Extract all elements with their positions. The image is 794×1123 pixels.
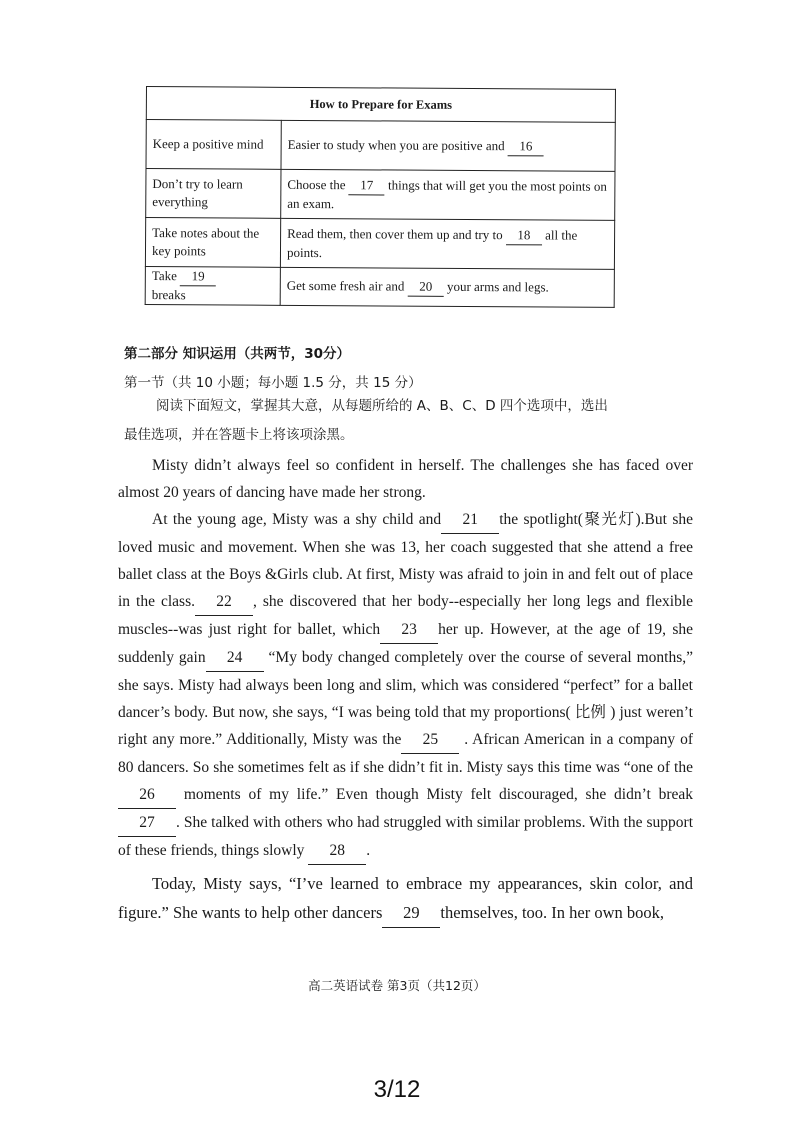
page-footer: 高二英语试卷 第3页（共12页） — [308, 978, 486, 993]
table-row — [146, 120, 615, 172]
section-title: 第二部分 知识运用（共两节，30分） — [124, 346, 350, 362]
instruction-line-2: 最佳选项，并在答题卡上将该项涂黑。 — [124, 427, 354, 443]
blank-17: 17 — [349, 176, 385, 195]
table-cell-right — [281, 120, 615, 171]
table-row — [145, 218, 614, 270]
table-title: How to Prepare for Exams — [146, 87, 615, 123]
blank-24: 24 — [206, 644, 264, 672]
table-cell-right — [280, 218, 614, 269]
blank-26: 26 — [118, 781, 176, 809]
paragraph-3 — [118, 869, 693, 928]
cell-text: Read them, then cover them up and try to — [287, 225, 503, 242]
blank-27: 27 — [118, 809, 176, 837]
table-cell-left: Take notes about the key points — [145, 218, 280, 268]
cell-text: breaks — [151, 287, 186, 303]
passage-text: “My body changed completely over the course of several months,” she says. Misty had always been long and slim, which was considered “perfect” for a ballet dancer’s body. But now, she says, “I was being told that my proportions( 比例 ) just weren’t right any more.” Additionally, Misty was the — [118, 649, 694, 748]
cell-text: all the points. — [286, 226, 578, 260]
table-cell-left — [145, 266, 280, 305]
blank-21: 21 — [441, 506, 499, 534]
passage-text: At the young age, Misty was a shy child and — [152, 511, 442, 528]
blank-28: 28 — [308, 837, 366, 865]
passage-text: moments of my life.” Even though Misty felt discouraged, she didn’t break — [183, 786, 693, 803]
blank-29: 29 — [382, 898, 440, 928]
cell-text: things that will get you the most points on an exam. — [287, 176, 607, 211]
exam-prep-table — [145, 86, 616, 308]
table-cell-left: Don’t try to learn everything — [146, 169, 281, 219]
passage — [118, 452, 693, 928]
blank-18: 18 — [506, 226, 542, 245]
passage-text: themselves, too. In her own book, — [440, 903, 665, 922]
table-row — [145, 266, 614, 307]
paragraph-2 — [118, 506, 693, 865]
passage-text: . She talked with others who had struggled with similar problems. With the support of these friends, things slowly — [118, 814, 693, 859]
blank-19: 19 — [180, 267, 216, 286]
page-number: 3/12 — [373, 1076, 421, 1103]
table-cell-right — [281, 169, 615, 220]
instruction-line-1: 阅读下面短文，掌握其大意，从每题所给的 A、B、C、D 四个选项中，选出 — [156, 398, 608, 414]
blank-23: 23 — [380, 616, 438, 644]
passage-text: Today, Misty says, “I’ve learned to embrace my appearances, skin color, and figure.” She wants to help other dancers — [118, 874, 693, 922]
blank-25: 25 — [401, 726, 459, 754]
table-row — [146, 169, 615, 221]
blank-22: 22 — [195, 588, 253, 616]
blank-16: 16 — [508, 137, 544, 156]
passage-text: her up. However, at the age of 19, she suddenly gain — [118, 621, 693, 666]
cell-text: your arms and legs. — [446, 278, 549, 295]
cell-text: Get some fresh air and — [286, 277, 405, 294]
cell-text: Easier to study when you are positive and — [287, 136, 505, 153]
cell-text: Take — [151, 268, 177, 284]
section-subtitle: 第一节（共 10 小题；每小题 1.5 分，共 15 分） — [124, 375, 422, 391]
table-cell-left: Keep a positive mind — [146, 120, 281, 170]
blank-20: 20 — [408, 278, 444, 297]
paragraph-1: Misty didn’t always feel so confident in herself. The challenges she has faced over almost 20 years of dancing have made her strong. — [118, 457, 693, 501]
passage-text: . African American in a company of 80 dancers. So she sometimes felt as if she didn’t fit in. Misty says this time was “one of the — [118, 731, 693, 776]
passage-text: the spotlight(聚光灯).But she loved music and movement. When she was 13, her coach suggested that she attend a free ballet class at the Boys &Girls club. At first, Misty was afraid to join in and felt out of place in the class. — [118, 511, 693, 610]
passage-text: , she discovered that her body--especially her long legs and flexible muscles--was just right for ballet, which — [118, 593, 693, 638]
passage-text: . — [366, 842, 371, 859]
table-cell-right — [280, 267, 614, 307]
cell-text: Choose the — [287, 176, 346, 192]
